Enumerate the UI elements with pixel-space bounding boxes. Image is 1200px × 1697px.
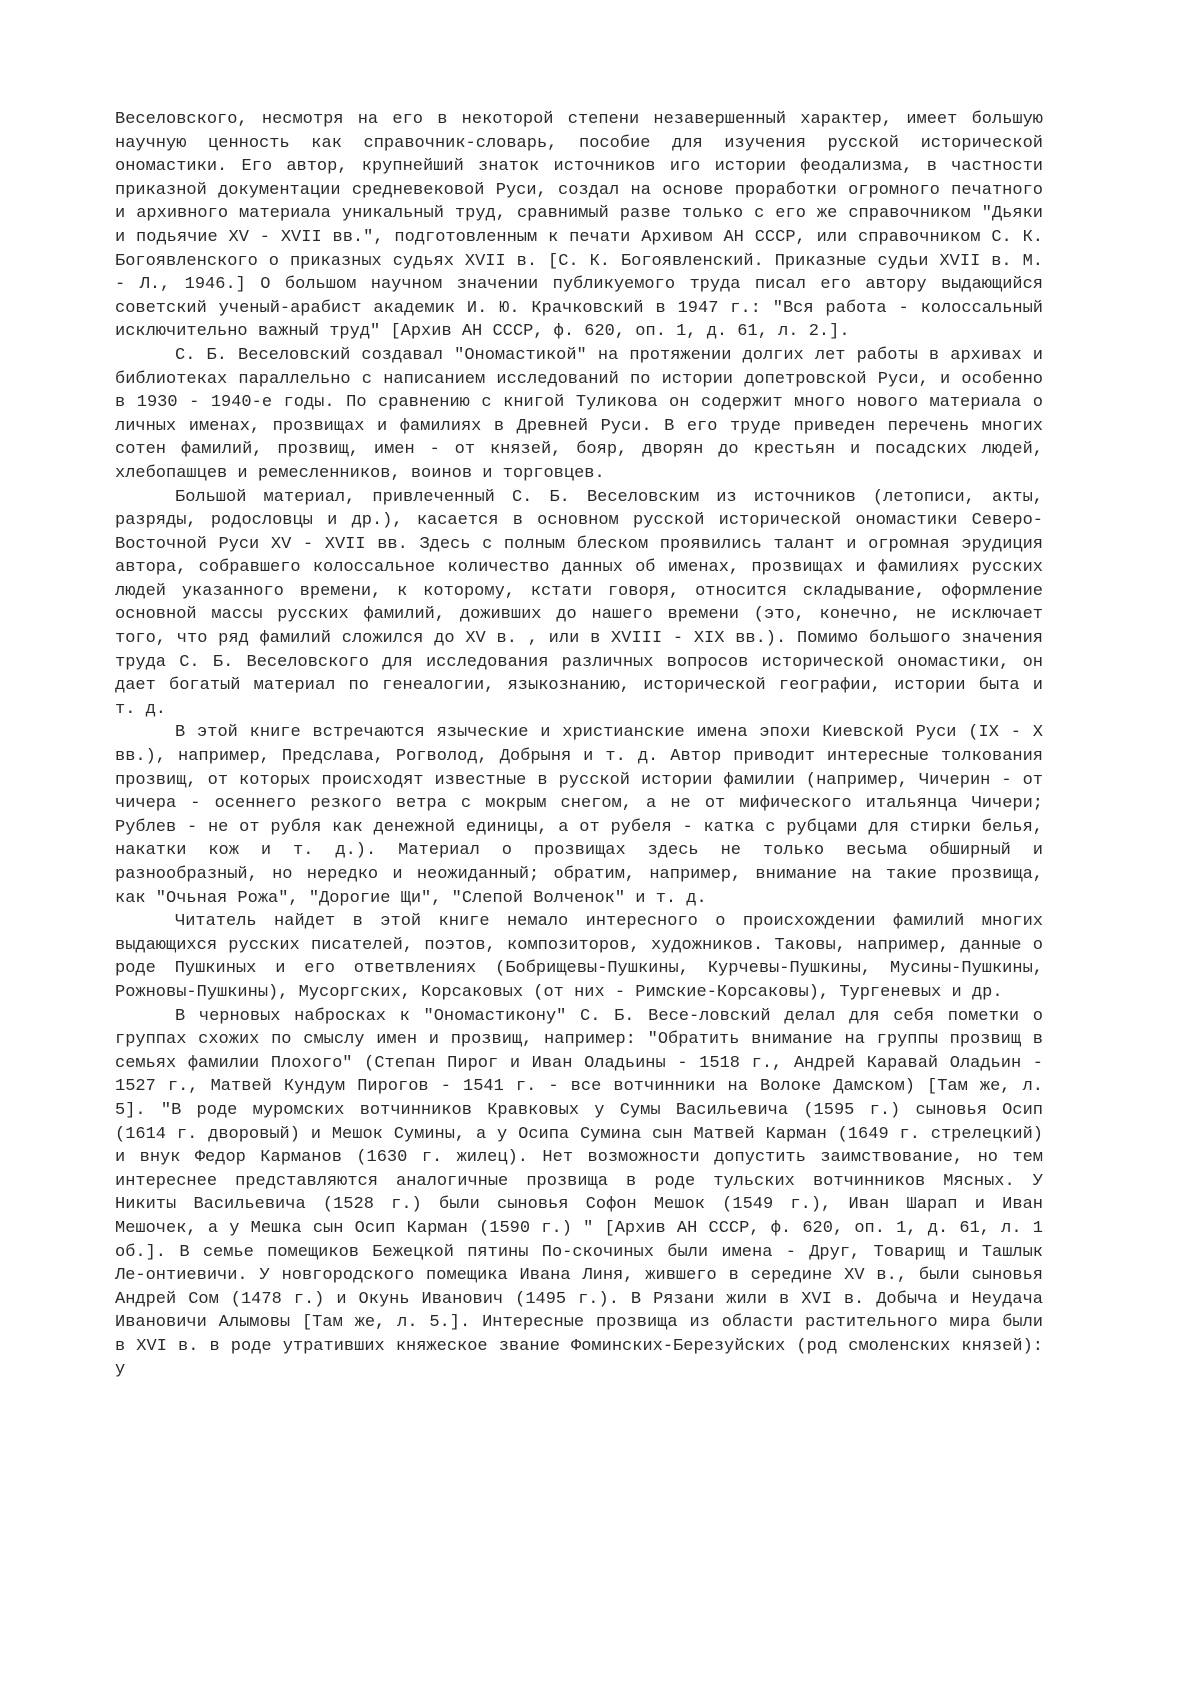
document-page — [115, 108, 1043, 1382]
paragraph-2: С. Б. Веселовский создавал "Ономастикой" на протяжении долгих лет работы в архивах и библиотеках параллельно с написанием исследований по истории допетровской Руси, и особенно в 1930 - 1940-е годы. По сравнению с книгой Туликова он содержит много нового материала о личных именах, прозвищах и фамилиях в Древней Руси. В его труде приведен перечень многих сотен фамилий, прозвищ, имен - от князей, бояр, дворян до крестьян и посадских людей, хлебопашцев и ремесленников, воинов и торговцев. — [115, 345, 1043, 483]
paragraph-3: Большой материал, привлеченный С. Б. Веселовским из источников (летописи, акты, разряды, родословцы и др.), касается в основном русской исторической ономастики Северо-Восточной Руси XV - XVII вв. Здесь с полным блеском проявились талант и огромная эрудиция автора, собравшего колоссальное количество данных об именах, прозвищах и фамилиях русских людей указанного времени, к которому, кстати говоря, относится складывание, оформление основной массы русских фамилий, доживших до нашего времени (это, конечно, не исключает того, что ряд фамилий сложился до XV в. , или в XVIII - XIX вв.). Помимо большого значения труда С. Б. Веселовского для исследования различных вопросов исторической ономастики, он дает богатый материал по генеалогии, языкознанию, исторической географии, истории быта и т. д. — [115, 487, 1043, 719]
paragraph-5: Читатель найдет в этой книге немало интересного о происхождении фамилий многих выдающихся русских писателей, поэтов, композиторов, художников. Таковы, например, данные о роде Пушкиных и его ответвлениях (Бобрищевы-Пушкины, Курчевы-Пушкины, Мусины-Пушкины, Рожновы-Пушкины), Мусоргских, Корсаковых (от них - Римские-Корсаковы), Тургеневых и др. — [115, 912, 1043, 1002]
paragraph-6: В черновых набросках к "Ономастикону" С. Б. Весе-ловский делал для себя пометки о группах схожих по смыслу имен и прозвищ, например: "Обратить внимание на группы прозвищ в семьях фамилии Плохого" (Степан Пирог и Иван Оладьины - 1518 г., Андрей Каравай Оладьин - 1527 г., Матвей Кундум Пирогов - 1541 г. - все вотчинники на Волоке Дамском) [Там же, л. 5]. "В роде муромских вотчинников Кравковых у Сумы Васильевича (1595 г.) сыновья Осип (1614 г. дворовый) и Мешок Сумины, а у Осипа Сумина сын Матвей Карман (1649 г. стрелецкий) и внук Федор Карманов (1630 г. жилец). Нет возможности допустить заимствование, но тем интереснее представляются аналогичные прозвища в роде тульских вотчинников Мясных. У Никиты Васильевича (1528 г.) были сыновья Софон Мешок (1549 г.), Иван Шарап и Иван Мешочек, а у Мешка сын Осип Карман (1590 г.) " [Архив АН СССР, ф. 620, оп. 1, д. 61, л. 1 об.]. В семье помещиков Бежецкой пятины По-скочиных были имена - Друг, Товарищ и Ташлык Ле-онтиевичи. У новгородского помещика Ивана Линя, жившего в середине XV в., были сыновья Андрей Сом (1478 г.) и Окунь Иванович (1495 г.). В Рязани жили в XVI в. Добыча и Неудача Ивановичи Алымовы [Там же, л. 5.]. Интересные прозвища из области растительного мира были в XVI в. в роде утративших княжеское звание Фоминских-Березуйских (род смоленских князей): у — [115, 1006, 1043, 1380]
paragraph-4: В этой книге встречаются языческие и христианские имена эпохи Киевской Руси (IX - X вв.), например, Предслава, Рогволод, Добрыня и т. д. Автор приводит интересные толкования прозвищ, от которых происходят известные в русской истории фамилии (например, Чичерин - от чичера - осеннего резкого ветра с мокрым снегом, а не от мифического итальянца Чичери; Рублев - не от рубля как денежной единицы, а от рубеля - катка с рубцами для стирки белья, накатки кож и т. д.). Материал о прозвищах здесь не только весьма обширный и разнообразный, но нередко и неожиданный; обратим, например, внимание на такие прозвища, как "Очьная Рожа", "Дорогие Щи", "Слепой Волченок" и т. д. — [115, 723, 1043, 908]
paragraph-1: Веселовского, несмотря на его в некоторой степени незавершенный характер, имеет большую научную ценность как справочник-словарь, пособие для изучения русской исторической ономастики. Его автор, крупнейший знаток источников иго истории феодализма, в частности приказной документации средневековой Руси, создал на основе проработки огромного печатного и архивного материала уникальный труд, сравнимый разве только с его же справочником "Дьяки и подьячие XV - XVII вв.", подготовленным к печати Архивом АН СССР, или справочником С. К. Богоявленского о приказных судьях XVII в. [С. К. Богоявленский. Приказные судьи XVII в. М. - Л., 1946.] О большом научном значении публикуемого труда писал его автору выдающийся советский ученый-арабист академик И. Ю. Крачковский в 1947 г.: "Вся работа - колоссальный исключительно важный труд" [Архив АН СССР, ф. 620, оп. 1, д. 61, л. 2.]. — [115, 110, 1043, 342]
